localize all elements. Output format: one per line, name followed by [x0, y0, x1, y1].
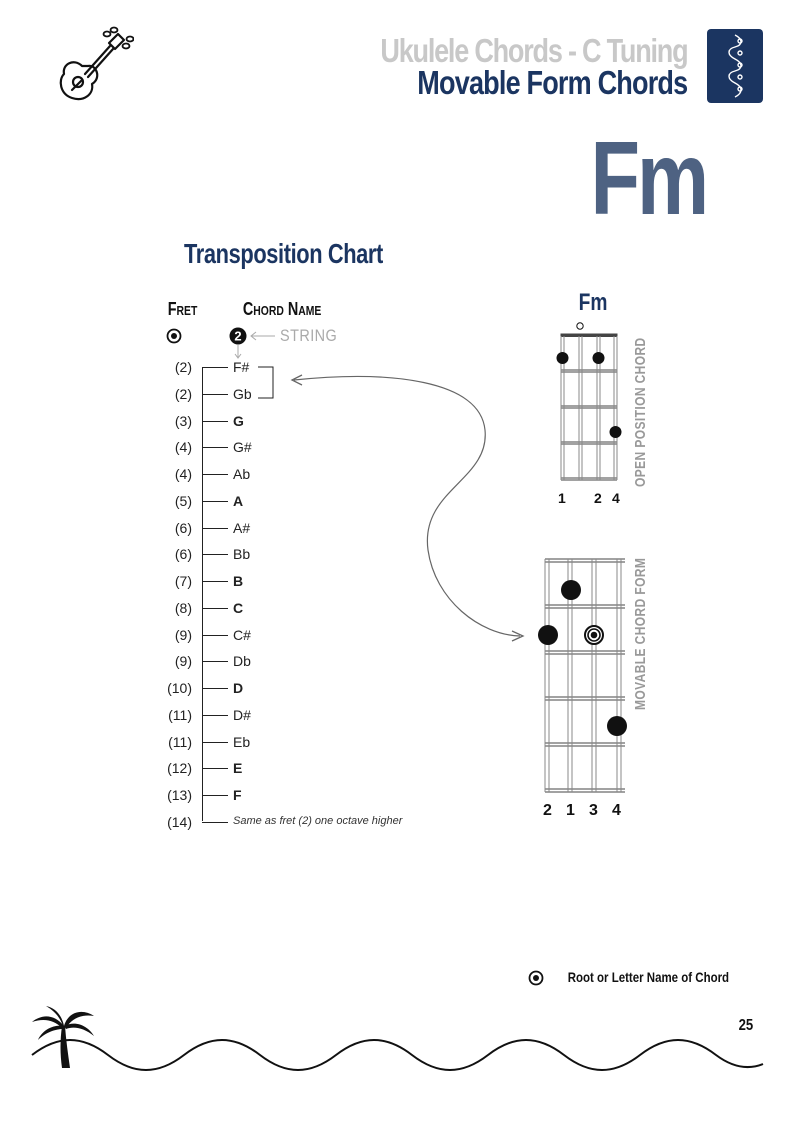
movable-chord-diagram: [536, 554, 632, 800]
fret-axis-line: [202, 367, 203, 821]
chord-name: E: [233, 760, 243, 777]
chapter-tab: [707, 29, 763, 103]
row-tick: [202, 447, 228, 448]
open-finger-2: 2: [594, 490, 602, 506]
open-chord-name: Fm: [578, 289, 608, 316]
chord-name: Bb: [233, 546, 251, 563]
bracket-line: [256, 366, 276, 400]
row-tick: [202, 795, 228, 796]
row-tick: [202, 822, 228, 823]
row-tick: [202, 501, 228, 502]
fret-number: (12): [167, 760, 192, 777]
movable-finger-2: 1: [566, 802, 575, 819]
row-tick: [202, 394, 228, 395]
chord-name: D#: [233, 706, 251, 723]
row-tick: [202, 715, 228, 716]
row-tick: [202, 367, 228, 368]
fret-number: (4): [174, 439, 192, 456]
chord-name: F#: [233, 359, 250, 375]
fret-number: (5): [174, 492, 192, 509]
open-finger-1: 1: [558, 490, 566, 506]
open-position-label: OPEN POSITION CHORD: [632, 337, 649, 487]
string-label: STRING: [280, 326, 338, 345]
fret-number: (13): [167, 787, 192, 803]
row-tick: [202, 768, 228, 769]
fret-number: (8): [174, 599, 192, 616]
series-title: Ukulele Chords - C Tuning: [379, 32, 687, 69]
chord-name: Gb: [233, 385, 252, 402]
fret-number: (6): [174, 546, 192, 563]
fret-number: (9): [174, 653, 192, 670]
row-tick: [202, 661, 228, 662]
fret-column-header: Fret: [167, 299, 198, 319]
legend-root-icon: [528, 970, 544, 986]
chord-name: C#: [233, 626, 251, 643]
octave-note: Same as fret (2) one octave higher: [233, 814, 403, 827]
fret-number: (6): [174, 519, 192, 536]
chord-name: D: [233, 680, 244, 696]
chord-name: Eb: [233, 733, 251, 750]
root-marker-icon: [166, 328, 182, 344]
string-number: 2: [234, 328, 242, 344]
chord-name: G#: [233, 439, 252, 456]
row-tick: [202, 554, 228, 555]
row-tick: [202, 688, 228, 689]
row-tick: [202, 635, 228, 636]
row-tick: [202, 581, 228, 582]
page-number: 25: [738, 1017, 754, 1034]
fret-number: (14): [167, 813, 192, 830]
legend-text: Root or Letter Name of Chord: [567, 969, 730, 985]
fret-number: (9): [174, 626, 192, 643]
chord-name: B: [233, 573, 244, 589]
chord-title: Fm: [590, 121, 706, 237]
fret-number: (2): [174, 385, 192, 402]
movable-finger-4: 4: [612, 802, 621, 819]
chord-name: F: [233, 787, 242, 803]
tab-decoration-icon: [707, 29, 763, 103]
open-chord-diagram: [550, 318, 630, 488]
string-pointer-line: [248, 330, 276, 342]
movable-finger-1: 2: [543, 802, 552, 819]
section-heading: Transposition Chart: [184, 238, 383, 269]
ukulele-icon: [52, 26, 134, 108]
chord-name: Db: [233, 653, 251, 670]
chord-name: C: [233, 599, 244, 616]
fret-number: (2): [174, 359, 192, 375]
fret-number: (11): [168, 706, 192, 723]
fret-number: (7): [174, 573, 192, 589]
open-finger-3: 4: [612, 490, 620, 506]
chord-name-column-header: Chord Name: [242, 299, 322, 319]
page-subtitle: Movable Form Chords: [416, 64, 687, 101]
fret-number: (10): [167, 680, 192, 696]
fret-number: (3): [174, 412, 192, 429]
chord-name: A#: [233, 519, 251, 536]
connector-arrow: [280, 360, 540, 650]
row-tick: [202, 528, 228, 529]
chord-name: A: [233, 492, 244, 509]
down-arrow-icon: [233, 344, 243, 360]
row-tick: [202, 474, 228, 475]
row-tick: [202, 608, 228, 609]
chord-name: Ab: [233, 466, 251, 482]
palm-tree-icon: [30, 1004, 100, 1070]
movable-finger-3: 3: [589, 802, 598, 819]
chord-name: G: [233, 412, 244, 429]
movable-form-label: MOVABLE CHORD FORM: [632, 557, 649, 710]
fret-number: (4): [174, 466, 192, 482]
footer-wave: [30, 1030, 765, 1080]
row-tick: [202, 421, 228, 422]
row-tick: [202, 742, 228, 743]
fret-number: (11): [168, 733, 192, 750]
